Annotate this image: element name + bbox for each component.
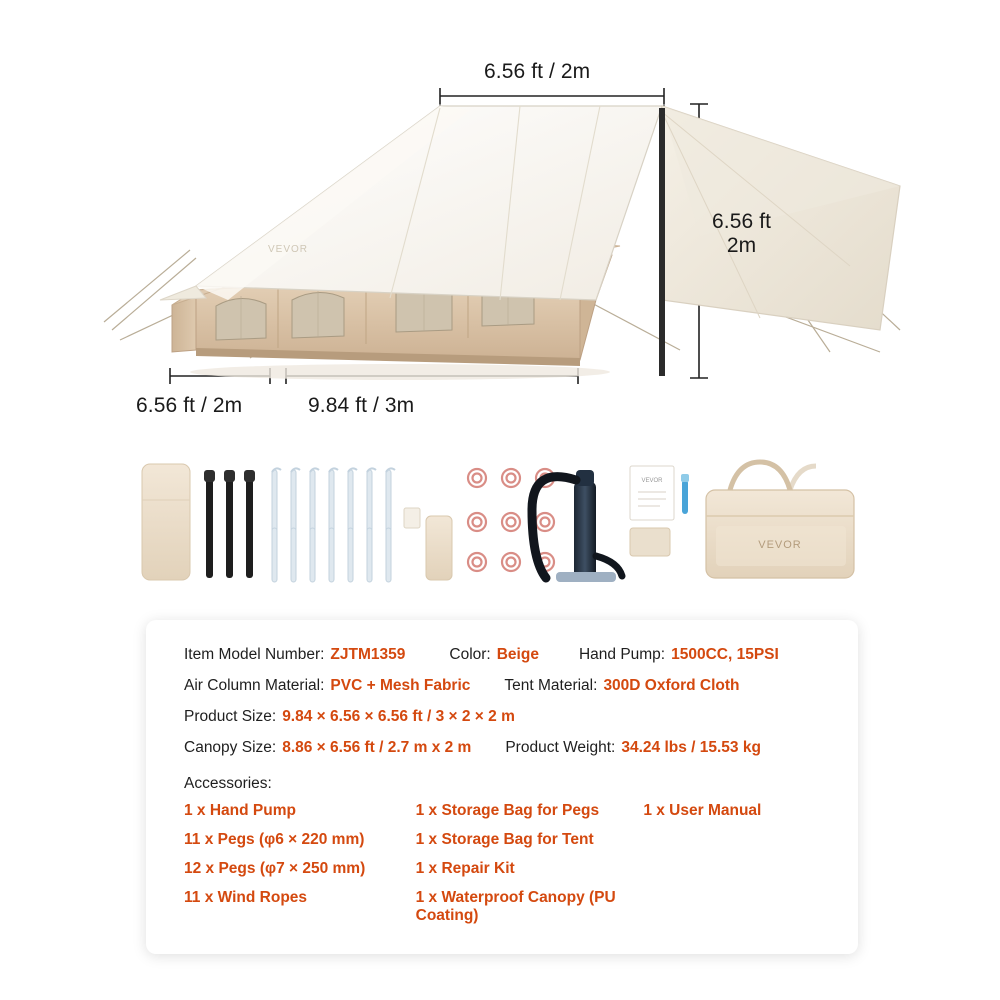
accessories-row (184, 860, 820, 878)
spec-value-hand-pump: 1500CC, 15PSI (671, 646, 779, 663)
spec-value-model: ZJTM1359 (330, 646, 406, 663)
accessory-item (643, 831, 820, 849)
spec-item-product-size (184, 708, 515, 726)
accessories-list (184, 802, 820, 925)
spec-item-color (449, 646, 539, 664)
spec-item-product-weight (505, 739, 761, 757)
specification-card (146, 620, 858, 954)
accessories-illustration (142, 462, 854, 582)
svg-text:VEVOR: VEVOR (758, 539, 802, 551)
svg-text:VEVOR: VEVOR (268, 244, 309, 255)
spec-label-tent-material: Tent Material: (504, 677, 598, 694)
canopy-pole (659, 108, 665, 376)
spec-row-4 (184, 739, 820, 757)
accessory-item: 11 x Wind Ropes (184, 889, 308, 906)
accessory-item: 11 x Pegs (φ6 × 220 mm) (184, 831, 365, 848)
accessory-item (643, 889, 820, 925)
accessories-row (184, 831, 820, 849)
spec-value-canopy-size: 8.86 × 6.56 ft / 2.7 m x 2 m (282, 739, 472, 756)
accessory-item: 12 x Pegs (φ7 × 250 mm) (184, 860, 366, 877)
dimension-label-right (712, 210, 771, 257)
accessory-item: 1 x Repair Kit (415, 860, 515, 877)
user-manual (630, 466, 689, 556)
accessories-row (184, 889, 820, 925)
spec-label-air-column-material: Air Column Material: (184, 677, 325, 694)
dimension-label-right-line1: 6.56 ft (712, 210, 772, 233)
spec-label-model: Item Model Number: (184, 646, 325, 663)
spec-item-hand-pump (579, 646, 779, 664)
dimension-label-top: 6.56 ft / 2m (484, 60, 591, 83)
spec-row-1 (184, 646, 820, 664)
spec-item-model (184, 646, 405, 664)
accessory-item: 1 x User Manual (643, 802, 762, 819)
dimension-label-bottom-center: 9.84 ft / 3m (308, 394, 415, 417)
spec-value-color: Beige (496, 646, 539, 663)
spec-item-canopy-size (184, 739, 471, 757)
spec-label-canopy-size: Canopy Size: (184, 739, 277, 756)
dimension-label-right-line2: 2m (726, 233, 757, 257)
dimension-label-bottom-left: 6.56 ft / 2m (136, 394, 243, 417)
canopy-right (662, 106, 900, 330)
accessory-item: 1 x Storage Bag for Pegs (415, 802, 600, 819)
accessory-item (643, 860, 820, 878)
storage-bag (706, 462, 854, 578)
svg-text:VEVOR: VEVOR (641, 478, 663, 484)
spec-label-hand-pump: Hand Pump: (578, 646, 666, 663)
spec-value-product-weight: 34.24 lbs / 15.53 kg (621, 739, 761, 756)
accessories-title: Accessories: (184, 775, 272, 792)
canopy-left (160, 106, 662, 300)
spec-row-3 (184, 708, 820, 726)
accessories-row (184, 802, 820, 820)
accessory-item: 1 x Hand Pump (184, 802, 296, 819)
spec-value-product-size: 9.84 × 6.56 × 6.56 ft / 3 × 2 × 2 m (282, 708, 515, 725)
spec-row-2 (184, 677, 820, 695)
spec-label-product-weight: Product Weight: (505, 739, 616, 756)
spec-item-air-column-material (184, 677, 470, 695)
spec-label-product-size: Product Size: (184, 708, 277, 725)
accessory-item: 1 x Storage Bag for Tent (415, 831, 594, 848)
spec-value-air-column-material: PVC + Mesh Fabric (330, 677, 471, 694)
spec-item-tent-material (504, 677, 739, 695)
accessory-item: 1 x Waterproof Canopy (PU Coating) (415, 889, 616, 924)
spec-value-tent-material: 300D Oxford Cloth (603, 677, 740, 694)
spec-label-color: Color: (449, 646, 491, 663)
